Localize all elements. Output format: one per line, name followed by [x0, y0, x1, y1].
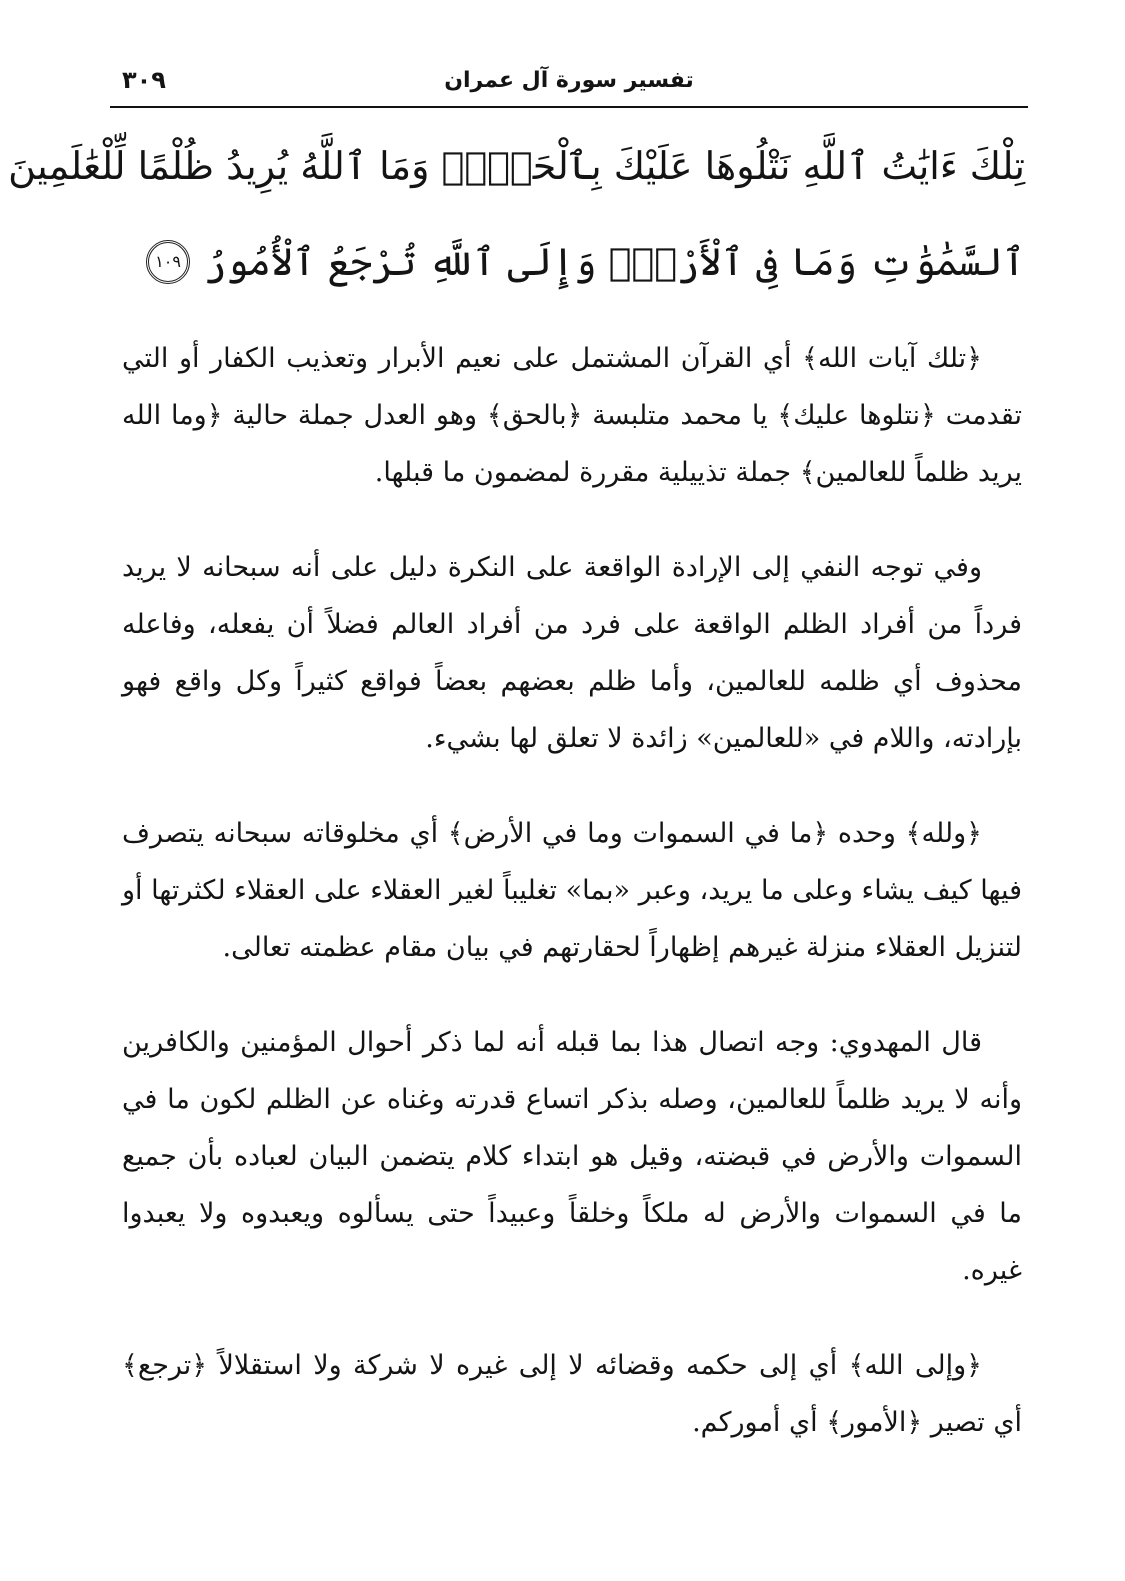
tafsir-body: [122, 330, 1022, 1489]
paragraph: ﴿وإلى الله﴾ أي إلى حكمه وقضائه لا إلى غيره لا شركة ولا استقلالاً ﴿ترجع﴾ أي تصير ﴿الأمور﴾ أي أموركم.: [122, 1350, 1022, 1438]
paragraph: قال المهدوي: وجه اتصال هذا بما قبله أنه لما ذكر أحوال المؤمنين والكافرين وأنه لا يريد ظلماً للعالمين، وصله بذكر اتساع قدرته وغناه عن الظلم لكون ما في السموات والأرض في قبضته، وقيل هو ابتداء كلام يتضمن البيان لعباده بأن جميع ما في السموات والأرض له ملكاً وخلقاً وعبيداً حتى يسألوه ويعبدوه ولا يعبدوا غيره.: [122, 1027, 1022, 1286]
paragraph: ﴿تلك آيات الله﴾ أي القرآن المشتمل على نعيم الأبرار وتعذيب الكفار أو التي تقدمت ﴿نتلوها عليك﴾ يا محمد متلبسة ﴿بالحق﴾ وهو العدل جملة حالية ﴿وما الله يريد ظلماً للعالمين﴾ جملة تذييلية مقررة لمضمون ما قبلها.: [122, 343, 1022, 488]
verse-109-text: ٱلسَّمَٰوَٰتِ وَمَا فِى ٱلْأَرْضِۚ وَإِلَى ٱللَّهِ تُرْجَعُ ٱلْأُمُورُ: [204, 240, 1025, 284]
quran-verse-block: [8, 118, 1025, 310]
paragraph: ﴿ولله﴾ وحده ﴿ما في السموات وما في الأرض﴾ أي مخلوقاته سبحانه يتصرف فيها كيف يشاء وعلى ما يريد، وعبر «بما» تغليباً لغير العقلاء على العقلاء لكثرتها أو لتنزيل العقلاء منزلة غيرهم إظهاراً لحقارتهم في بيان مقام عظمته تعالى.: [122, 818, 1022, 963]
paragraph: وفي توجه النفي إلى الإرادة الواقعة على النكرة دليل على أنه سبحانه لا يريد فرداً من أفراد الظلم الواقعة على فرد من أفراد العالم فضلاً أن يفعله، وفاعله محذوف أي ظلمه للعالمين، وأما ظلم بعضهم بعضاً فواقع كثيراً وكل واقع فهو بإرادته، واللام في «للعالمين» زائدة لا تعلق لها بشيء.: [122, 552, 1022, 754]
verse-108-text: تِلْكَ ءَايَٰتُ ٱللَّهِ نَتْلُوهَا عَلَيْكَ بِٱلْحَقِّۗ وَمَا ٱللَّهُ يُرِيدُ ظُلْمًا لِّلْعَٰلَمِينَ: [8, 144, 1025, 188]
ayah-number-marker: ١٠٩: [146, 240, 190, 284]
verse-line-2: [120, 214, 1025, 310]
verse-line-1: [8, 118, 1025, 214]
page-number: ٣٠٩: [122, 66, 166, 94]
running-title: تفسير سورة آل عمران: [444, 68, 694, 93]
page-header: [110, 62, 1028, 108]
